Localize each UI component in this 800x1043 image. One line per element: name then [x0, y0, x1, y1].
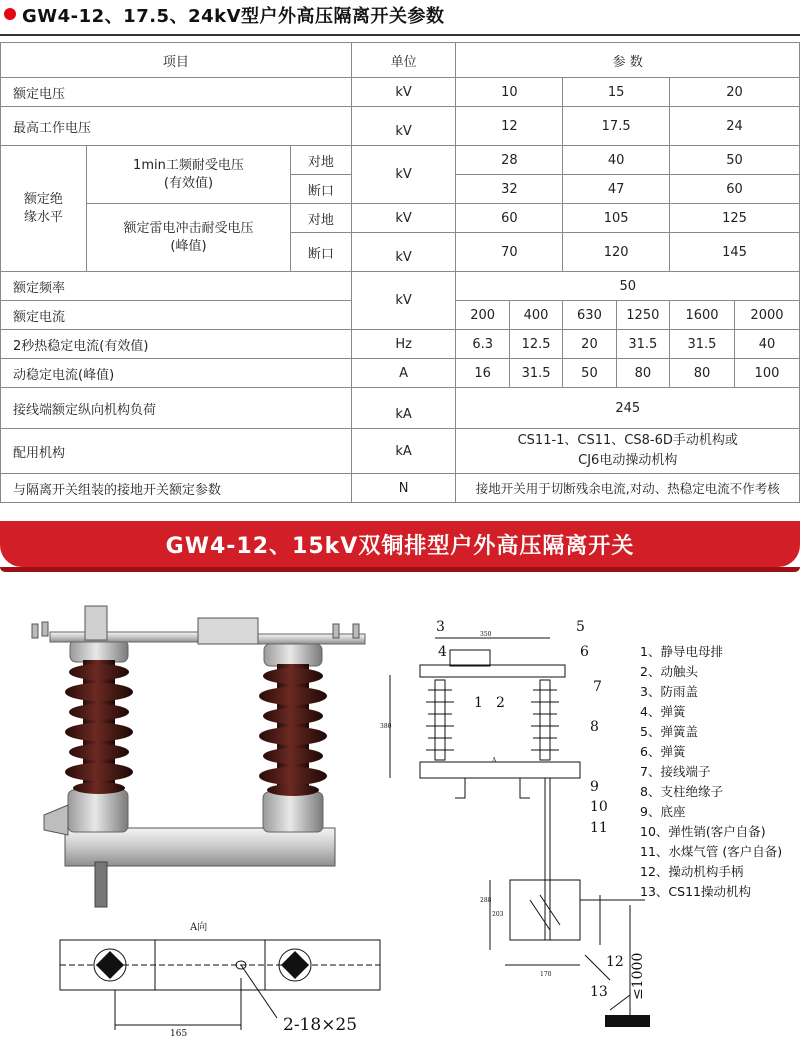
cell-value: 145: [670, 233, 800, 272]
table-row: [1, 146, 800, 175]
cell-value: 40: [734, 330, 799, 359]
dim-165: [170, 1029, 187, 1039]
cell-value: 200: [456, 301, 509, 330]
cell-value: 12.5: [509, 330, 562, 359]
row-label: 额定电流: [1, 301, 352, 330]
callout-12: 12: [606, 954, 624, 970]
legend-item: 10、弹性销(客户自备): [640, 824, 766, 839]
dim-203: 203: [492, 911, 504, 918]
cell-value: 100: [734, 359, 799, 388]
callout-6: 6: [580, 644, 589, 660]
cell-value: 60: [456, 204, 563, 233]
table-row: [1, 107, 800, 146]
table-row: [1, 474, 800, 503]
row-label: 2秒热稳定电流(有效值): [1, 330, 352, 359]
callout-4: 4: [438, 644, 447, 660]
outline-drawing: [380, 610, 650, 1040]
row-unit: kA: [351, 388, 456, 429]
legend-item: 3、防雨盖: [640, 684, 698, 699]
section-title-text: GW4-12、17.5、24kV型户外高压隔离开关参数: [22, 6, 445, 27]
operating-shaft: [95, 862, 107, 907]
insulation-group-label: [1, 146, 87, 272]
cell-value: 60: [670, 175, 800, 204]
row-unit: A: [351, 359, 456, 388]
callout-7: 7: [593, 679, 602, 695]
cell-value: 12: [456, 107, 563, 146]
lightning-impulse-label: 额定雷电冲击耐受电压(峰值): [86, 204, 290, 272]
cell-value: 80: [670, 359, 735, 388]
callout-11: 11: [590, 820, 608, 836]
cell-value: 接地开关用于切断残余电流,对动、热稳定电流不作考核: [456, 474, 800, 503]
cell-value: 2000: [734, 301, 799, 330]
cell-value: 80: [616, 359, 669, 388]
cell-value: 105: [563, 204, 670, 233]
table-row: [1, 359, 800, 388]
header-unit: 单位: [351, 43, 456, 78]
right-insulator: [259, 644, 327, 832]
cell-value: 50: [456, 272, 800, 301]
hole-spec: [283, 1015, 357, 1035]
row-unit: kA: [351, 429, 456, 474]
ground-hatch: [605, 1015, 650, 1027]
dim-170: 170: [540, 971, 552, 978]
row-unit: Hz: [351, 330, 456, 359]
title-rule: [0, 34, 800, 36]
cell-value: CS11-1、CS11、CS8-6D手动机构或CJ6电动操动机构: [456, 429, 800, 474]
dim-288: 288: [480, 897, 492, 904]
to-ground-label: 对地: [291, 146, 352, 175]
cell-value: 125: [670, 204, 800, 233]
side-bracket: [44, 805, 68, 835]
table-row: [1, 388, 800, 429]
legend-item: 6、弹簧: [640, 744, 686, 759]
svg-text:A向: A向: [190, 922, 208, 933]
cell-value: 32: [456, 175, 563, 204]
cell-value: 31.5: [670, 330, 735, 359]
cell-value: 17.5: [563, 107, 670, 146]
across-gap-label: 断口: [291, 175, 352, 204]
row-label: 动稳定电流(峰值): [1, 359, 352, 388]
cell-value: 70: [456, 233, 563, 272]
row-label: 配用机构: [1, 429, 352, 474]
svg-text:165: 165: [170, 1029, 188, 1039]
row-unit: kV: [351, 146, 456, 204]
row-label: 额定电压: [1, 78, 352, 107]
svg-text:2-18×25: 2-18×25: [283, 1015, 358, 1035]
row-unit: kV: [351, 233, 456, 272]
callout-13: 13: [590, 984, 608, 1000]
power-freq-label: 1min工频耐受电压(有效值): [86, 146, 290, 204]
cell-value: 50: [670, 146, 800, 175]
table-row: [1, 204, 800, 233]
callout-9: 9: [590, 779, 599, 795]
parts-legend: [640, 642, 800, 902]
callout-5: 5: [576, 619, 585, 635]
left-insulator: [65, 640, 133, 832]
base-channel: [65, 828, 335, 866]
cell-value: 120: [563, 233, 670, 272]
to-ground-label: 对地: [291, 204, 352, 233]
table-row: [1, 330, 800, 359]
cell-value: 10: [456, 78, 563, 107]
callout-10: 10: [590, 799, 608, 815]
cell-value: 24: [670, 107, 800, 146]
legend-item: 4、弹簧: [640, 704, 686, 719]
cell-value: 28: [456, 146, 563, 175]
dim-350: 350: [480, 631, 492, 638]
legend-item: 11、水煤气管 (客户自备): [640, 844, 783, 859]
header-params: 参 数: [456, 43, 800, 78]
a-mark: A: [492, 757, 497, 764]
banner-title: GW4-12、15kV双铜排型户外高压隔离开关: [165, 534, 635, 559]
mount-right: [279, 949, 311, 981]
cell-value: 40: [563, 146, 670, 175]
dim-380: 380: [380, 723, 392, 730]
dim-1000: ≤1000: [630, 952, 646, 1000]
legend-item: 12、操动机构手柄: [640, 864, 744, 879]
product-photo: [20, 600, 390, 910]
banner-shadow: [0, 567, 800, 572]
callout-8: 8: [590, 719, 599, 735]
cell-value: 31.5: [509, 359, 562, 388]
legend-item: 7、接线端子: [640, 764, 711, 779]
callout-3: 3: [436, 619, 445, 635]
table-header-row: [1, 43, 800, 78]
legend-item: 1、静导电母排: [640, 644, 723, 659]
a-view-drawing: [55, 918, 385, 1040]
legend-item: 8、支柱绝缘子: [640, 784, 723, 799]
cell-value: 630: [563, 301, 616, 330]
legend-item: 9、底座: [640, 804, 686, 819]
table-row: [1, 272, 800, 301]
cell-value: 1250: [616, 301, 669, 330]
cell-value: 20: [563, 330, 616, 359]
cell-value: 15: [563, 78, 670, 107]
table-row: [1, 429, 800, 474]
cell-value: 20: [670, 78, 800, 107]
legend-item: 13、CS11操动机构: [640, 884, 751, 899]
section-title: [0, 0, 800, 28]
cell-value: 1600: [670, 301, 735, 330]
cell-value: 6.3: [456, 330, 509, 359]
row-unit: N: [351, 474, 456, 503]
row-label: 额定频率: [1, 272, 352, 301]
legend-item: 5、弹簧盖: [640, 724, 698, 739]
row-label: 与隔离开关组装的接地开关额定参数: [1, 474, 352, 503]
across-gap-label: 断口: [291, 233, 352, 272]
callout-2: 2: [496, 695, 505, 711]
cell-value: 47: [563, 175, 670, 204]
insulation-group-text: 额定绝缘水平: [23, 191, 63, 225]
callout-1: 1: [474, 695, 483, 711]
cell-value: 400: [509, 301, 562, 330]
cell-value: 245: [456, 388, 800, 429]
row-label: 接线端额定纵向机构负荷: [1, 388, 352, 429]
cell-value: 50: [563, 359, 616, 388]
row-unit: kV: [351, 78, 456, 107]
cell-value: 16: [456, 359, 509, 388]
legend-item: 2、动触头: [640, 664, 698, 679]
bullet-dot: [4, 8, 16, 20]
top-conductor: [32, 606, 365, 644]
cell-value: 31.5: [616, 330, 669, 359]
product-banner: [0, 521, 800, 573]
a-view-title: [189, 920, 207, 933]
header-item: 项目: [1, 43, 352, 78]
row-unit: kV: [351, 107, 456, 146]
spec-table: [0, 42, 800, 503]
row-unit: kV: [351, 204, 456, 233]
table-row: [1, 78, 800, 107]
row-unit: kV: [351, 272, 456, 330]
mount-left: [94, 949, 126, 981]
row-label: 最高工作电压: [1, 107, 352, 146]
